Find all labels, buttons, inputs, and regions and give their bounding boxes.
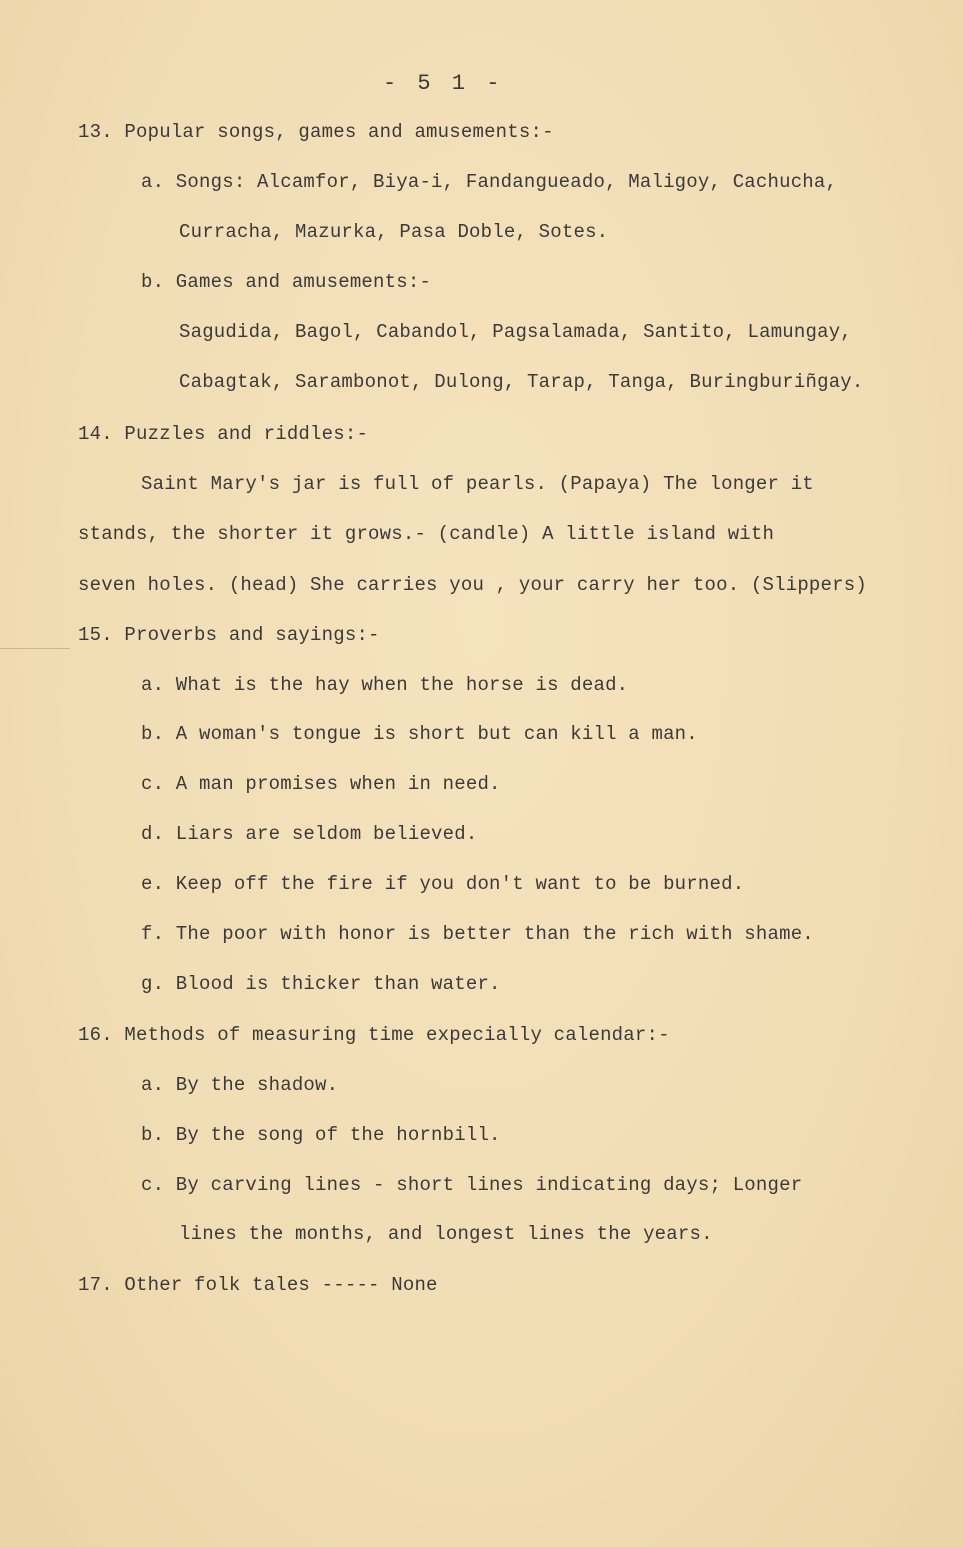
proverb-e: e. Keep off the fire if you don't want to be burned.	[141, 873, 745, 895]
songs-line-1: a. Songs: Alcamfor, Biya-i, Fandangueado, Maligoy, Cachucha,	[141, 171, 838, 193]
section-14-heading: 14. Puzzles and riddles:-	[78, 423, 369, 445]
proverb-f: f. The poor with honor is better than the rich with shame.	[141, 923, 814, 945]
proverb-c: c. A man promises when in need.	[141, 773, 501, 795]
method-b: b. By the song of the hornbill.	[141, 1124, 501, 1146]
proverb-g: g. Blood is thicker than water.	[141, 973, 501, 995]
riddles-line-2: stands, the shorter it grows.- (candle) A little island with	[78, 523, 775, 545]
games-line-1: Sagudida, Bagol, Cabandol, Pagsalamada, Santito, Lamungay,	[179, 321, 852, 343]
margin-mark	[0, 648, 70, 649]
section-15-heading: 15. Proverbs and sayings:-	[78, 624, 380, 646]
riddles-line-3: seven holes. (head) She carries you , your carry her too. (Slippers)	[78, 574, 867, 596]
songs-line-2: Curracha, Mazurka, Pasa Doble, Sotes.	[179, 221, 609, 243]
section-13-heading: 13. Popular songs, games and amusements:-	[78, 121, 554, 143]
games-heading: b. Games and amusements:-	[141, 271, 432, 293]
proverb-b: b. A woman's tongue is short but can kill a man.	[141, 723, 698, 745]
proverb-a: a. What is the hay when the horse is dead.	[141, 674, 629, 696]
section-17-heading: 17. Other folk tales ----- None	[78, 1274, 438, 1296]
method-c-line-2: lines the months, and longest lines the years.	[179, 1223, 713, 1245]
page-number: - 5 1 -	[383, 71, 504, 96]
proverb-d: d. Liars are seldom believed.	[141, 823, 478, 845]
riddles-line-1: Saint Mary's jar is full of pearls. (Papaya) The longer it	[141, 473, 814, 495]
games-line-2: Cabagtak, Sarambonot, Dulong, Tarap, Tanga, Buringburiñgay.	[179, 371, 864, 393]
section-16-heading: 16. Methods of measuring time expecially calendar:-	[78, 1024, 670, 1046]
method-c-line-1: c. By carving lines - short lines indicating days; Longer	[141, 1174, 803, 1196]
method-a: a. By the shadow.	[141, 1074, 339, 1096]
